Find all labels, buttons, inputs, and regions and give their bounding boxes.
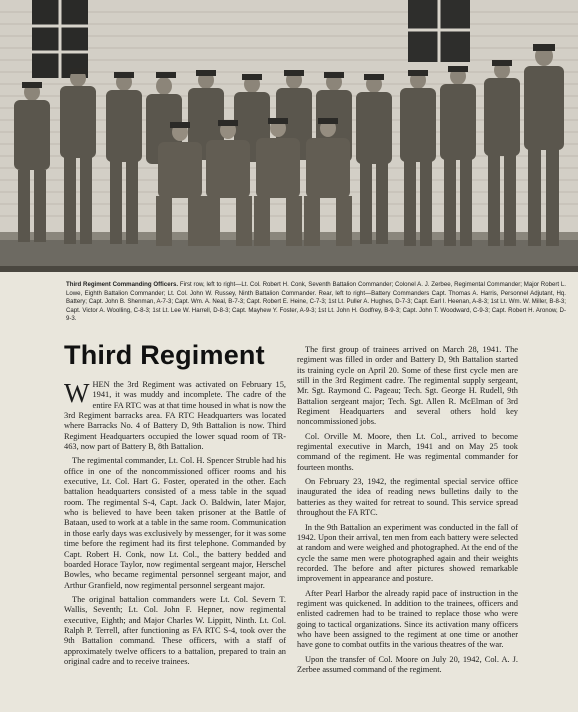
paragraph	[64, 380, 286, 452]
paragraph: Col. Orville M. Moore, then Lt. Col., arrived to become regimental executive in March, 1941 and on May 25 took command of the regiment. He was regimental commander for fourteen months.	[297, 431, 518, 472]
left-column	[64, 380, 286, 671]
paragraph: Upon the transfer of Col. Moore on July 20, 1942, Col. A. J. Zerbee assumed command of the regiment.	[297, 654, 518, 674]
article-title: Third Regiment	[64, 340, 265, 370]
paragraph: The original battalion commanders were Lt. Col. Severn T. Wallis, Seventh; Lt. Col. John F. Hepner, now regimental executive, Eighth; and Major Charles W. Lippitt, Ninth. Lt. Col. Ralph P. Terrell, after functioning as FA RTC S-4, took over the 9th Battalion command. These officers, with a staff of approximately twelve officers to a battalion, prepared to train an original cadre and to receive trainees.	[64, 594, 286, 666]
caption-lead: Third Regiment Commanding Officers.	[66, 281, 179, 288]
paragraph: On February 23, 1942, the regimental special service office inaugurated the idea of reading news bulletins daily to the batteries as they waited for retreat to sound. This service spread throughout the FA RTC.	[297, 477, 518, 518]
paragraph: After Pearl Harbor the already rapid pace of instruction in the regiment was quickened. In addition to the trainees, officers and enlisted cadremen had to be trained to replace those who were going to tactical organizations. Since its activation many officers who have been assigned to the regiment at one time or another have gone to combat outfits in the various theatres of the war.	[297, 588, 518, 650]
paragraph: In the 9th Battalion an experiment was conducted in the fall of 1942. Upon their arrival, ten men from each battery were selected at random and were weighed and photographed. At the end of the cycle the same men were photographed again and their weights recorded. The before and after pictures showed remarkable improvement in appearance and posture.	[297, 522, 518, 584]
caption-text: First row, left to right—Lt. Col. Robert H. Conk, Seventh Battalion Commander; Colonel A. J. Zerbee, Regimental Commander; Major Robert L. Lowe, Eighth Battalion Commander; Lt. Col. John W. Russey, Ninth Battalion Commander. Rear, left to right—Battery Commanders Capt. Thomas A. Harris, Personnel Adjutant, Hq. Battery; Capt. John B. Shenman, A-7-3; Capt. Wm. A. Neal, B-7-3; Capt. Robert E. Heine, C-7-3; 1st Lt. Puller A. Hughes, D-7-3; Capt. Earl I. Heenan, A-8-3; 1st Lt. Wm. W. Miller, B-8-3; Capt. Victor A. Woolling, C-8-3; 1st Lt. Lee W. Harrell, D-8-3; Capt. Mayhew Y. Foster, A-9-3; 1st Lt. John H. Godfrey, B-9-3; Capt. John T. Woodward, C-9-3; Capt. Robert H. Aronow, D-9-3.	[66, 281, 566, 323]
right-column	[297, 345, 518, 679]
photo-caption	[66, 281, 566, 324]
paragraph-text: HEN the 3rd Regiment was activated on February 15, 1941, it was muddy and incomplete. The cadre of the entire FA RTC was at that time housed in what is now the 3rd Regiment barracks area. FA RTC Headquarters was located where Barracks No. 4 of Battery D, 9th Battalion is now. Third Regiment Headquarters occupied the lower squad room of TR-463, now part of Battery B, 8th Battalion.	[64, 380, 286, 452]
paragraph: The first group of trainees arrived on March 28, 1941. The regiment was filled in order and Battery D, 9th Battalion started its training cycle on April 20. Some of these first cycle men are still in the 3rd Regiment cadre. The regimental supply sergeant, Mr. Sgt. Raymond C. Pageau; Tech. Sgt. George H. Rudell, 9th Battalion sergeant major; Tech. Sgt. Allen R. McElman of 3rd Regiment Headquarters and several others hold key noncommissioned jobs.	[297, 345, 518, 427]
group-photograph	[0, 0, 578, 272]
paragraph: The regimental commander, Lt. Col. H. Spencer Struble had his office in one of the noncommissioned officer rooms and his executive, Lt. Col. Hart G. Foster, operated in the other. Each battalion headquarters consisted of a mess table in the squad room. The regimental S-4, Capt. Jack O. Baldwin, later Major, who is believed to have been taken prisoner at the Battle of Bataan, used to work at a table in the same room. Communication in those early days was exclusively by messenger, for it was some time before the regiment had its first telephone. Commanded by Capt. Robert H. Conk, now Lt. Col., the battery bedded and boarded Horace Taylor, now regimental sergeant major, Herschel Bowles, who became regimental personnel sergeant major, and Arthur Granfield, now regimental personnel sergeant major.	[64, 456, 286, 590]
drop-cap: W	[64, 378, 90, 408]
